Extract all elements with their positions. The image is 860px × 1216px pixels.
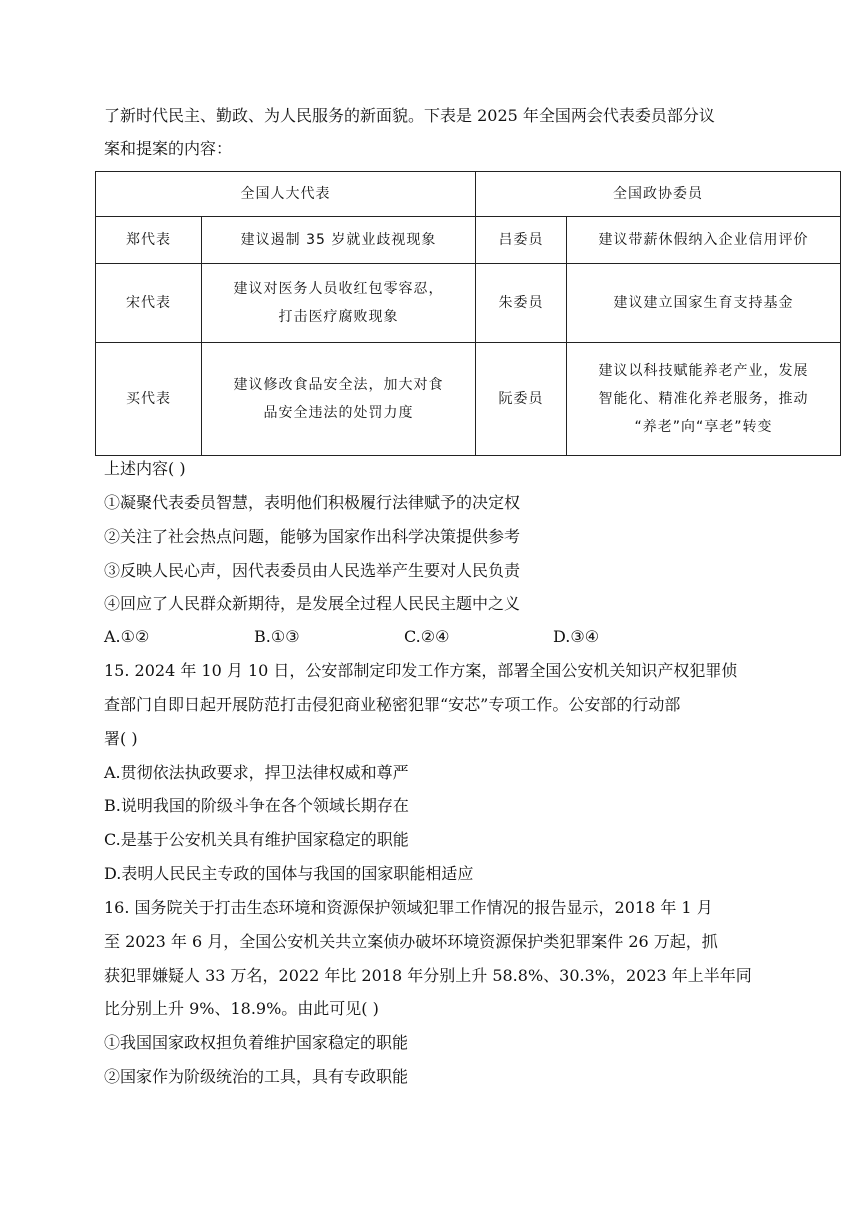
- q15-option-c[interactable]: C.是基于公安机关具有维护国家稳定的职能: [104, 830, 409, 849]
- deputy-proposal: [202, 343, 476, 456]
- q14-statement-1: ①凝聚代表委员智慧，表明他们积极履行法律赋予的决定权: [104, 493, 521, 512]
- q14-option-c[interactable]: C.②④: [404, 627, 450, 646]
- member-proposal: 建议带薪休假纳入企业信用评价: [567, 217, 841, 264]
- q15-option-a[interactable]: A.贯彻依法执政要求，捍卫法律权威和尊严: [104, 763, 409, 782]
- member-proposal-line: “养老”向“享老”转变: [634, 419, 773, 435]
- q15-option-d[interactable]: D.表明人民民主专政的国体与我国的国家职能相适应: [104, 864, 474, 883]
- deputy-proposal: [202, 264, 476, 343]
- q16-statement-1: ①我国国家政权担负着维护国家稳定的职能: [104, 1033, 409, 1052]
- header-npc-deputies: 全国人大代表: [96, 172, 476, 217]
- member-name: 阮委员: [476, 343, 567, 456]
- table-row: [96, 264, 841, 343]
- q16-line-2: 至 2023 年 6 月，全国公安机关共立案侦办破坏环境资源保护类犯罪案件 26 万起，抓: [104, 932, 718, 951]
- deputy-proposal-line: 建议对医务人员收红包零容忍，: [233, 281, 444, 297]
- table-row: [96, 217, 841, 264]
- q14-option-b[interactable]: B.①③: [254, 627, 300, 646]
- q14-stem: 上述内容( ): [104, 459, 186, 478]
- header-cppcc-members: 全国政协委员: [476, 172, 841, 217]
- member-proposal-line: 建议以科技赋能养老产业，发展: [598, 363, 809, 379]
- q14-statement-2: ②关注了社会热点问题，能够为国家作出科学决策提供参考: [104, 527, 521, 546]
- deputy-proposal: 建议遏制 35 岁就业歧视现象: [202, 217, 476, 264]
- q16-statement-2: ②国家作为阶级统治的工具，具有专政职能: [104, 1067, 409, 1086]
- q16-line-3: 获犯罪嫌疑人 33 万名，2022 年比 2018 年分别上升 58.8%、30.3%，2023 年上半年同: [104, 966, 752, 985]
- q14-statement-3: ③反映人民心声，因代表委员由人民选举产生要对人民负责: [104, 561, 521, 580]
- q16-line-1: 16. 国务院关于打击生态环境和资源保护领域犯罪工作情况的报告显示，2018 年 1 月: [104, 898, 713, 917]
- q15-line-1: 15. 2024 年 10 月 10 日，公安部制定印发工作方案，部署全国公安机关知识产权犯罪侦: [104, 661, 738, 680]
- member-proposal-line: 智能化、精准化养老服务，推动: [598, 391, 809, 407]
- intro-line-2: 案和提案的内容：: [104, 139, 233, 158]
- q15-line-3: 署( ): [104, 729, 138, 748]
- member-name: 朱委员: [476, 264, 567, 343]
- deputy-proposal-line: 建议修改食品安全法，加大对食: [233, 377, 444, 393]
- q14-option-d[interactable]: D.③④: [553, 627, 600, 646]
- q16-line-4: 比分别上升 9%、18.9%。由此可见( ): [104, 999, 379, 1018]
- q15-line-2: 查部门自即日起开展防范打击侵犯商业秘密犯罪“安芯”专项工作。公安部的行动部: [104, 695, 681, 714]
- member-name: 吕委员: [476, 217, 567, 264]
- deputy-proposal-line: 品安全违法的处罚力度: [263, 405, 414, 421]
- intro-line-1: 了新时代民主、勤政、为人民服务的新面貌。下表是 2025 年全国两会代表委员部分议: [104, 106, 715, 125]
- q14-option-a[interactable]: A.①②: [104, 627, 150, 646]
- proposals-table: [95, 171, 841, 456]
- deputy-name: 宋代表: [96, 264, 202, 343]
- table-header-row: [96, 172, 841, 217]
- member-proposal: [567, 343, 841, 456]
- deputy-name: 郑代表: [96, 217, 202, 264]
- member-proposal: 建议建立国家生育支持基金: [567, 264, 841, 343]
- deputy-name: 买代表: [96, 343, 202, 456]
- q15-option-b[interactable]: B.说明我国的阶级斗争在各个领域长期存在: [104, 796, 409, 815]
- table-row: [96, 343, 841, 456]
- q14-statement-4: ④回应了人民群众新期待，是发展全过程人民民主题中之义: [104, 594, 521, 613]
- deputy-proposal-line: 打击医疗腐败现象: [278, 309, 399, 325]
